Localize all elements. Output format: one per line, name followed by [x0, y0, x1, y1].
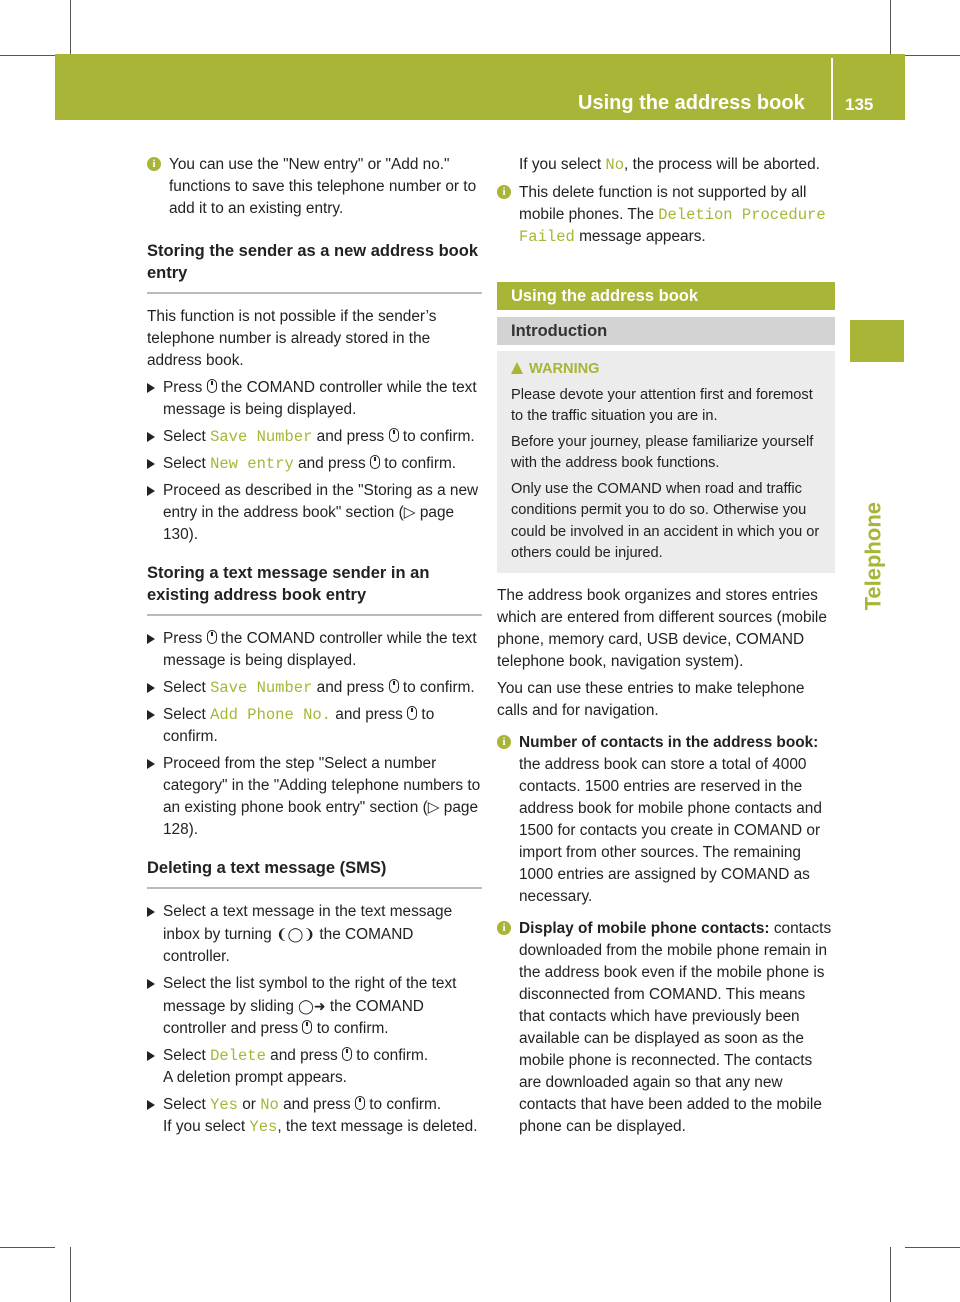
warning-icon	[511, 362, 523, 374]
section-heading: Deleting a text message (SMS)	[147, 857, 482, 889]
list-item: Select Yes or No and press to confirm. If you select Yes, the text message is deleted.	[147, 1094, 482, 1138]
section-heading: Storing the sender as a new address book entry	[147, 240, 482, 294]
warning-text: Only use the COMAND when road and traffic conditions permit you to do so. Otherwise you could be involved in an accident in which you or others could be injured.	[511, 480, 820, 561]
crop-mark	[905, 55, 960, 56]
info-icon: i	[147, 157, 161, 171]
press-controller-icon	[207, 630, 217, 644]
slide-right-controller-icon: ◯➜	[298, 998, 326, 1014]
warning-title: WARNING	[511, 359, 827, 381]
bullet-arrow-icon	[147, 459, 155, 469]
info-note: i Number of contacts in the address book: the address book can store a total of 4000 contacts. 1500 entries are reserved in the address book for mobile phone contacts and 1500 for contacts you create in COMAND or import from other sources. The remaining 1000 entries are assigned by COMAND as necessary.	[497, 732, 835, 908]
section-band: Using the address book	[497, 282, 835, 310]
info-icon: i	[497, 185, 511, 199]
press-controller-icon	[302, 1020, 312, 1034]
press-controller-icon	[407, 706, 417, 720]
paragraph: The address book organizes and stores entries which are entered from different sources (mobile phone, memory card, USB device, COMAND telephone book, navigation system).	[497, 586, 827, 670]
crop-mark	[70, 1247, 71, 1302]
bullet-arrow-icon	[147, 683, 155, 693]
bullet-arrow-icon	[147, 1051, 155, 1061]
bullet-arrow-icon	[147, 432, 155, 442]
crop-mark	[70, 0, 71, 55]
info-icon: i	[497, 735, 511, 749]
page-number: 135	[845, 95, 874, 114]
right-column	[497, 154, 835, 1138]
info-note: i You can use the "New entry" or "Add no." functions to save this telephone number or to add it to an existing entry.	[147, 154, 482, 220]
list-item: Select Add Phone No. and press to confirm.	[147, 704, 482, 748]
bullet-arrow-icon	[147, 634, 155, 644]
bullet-arrow-icon	[147, 710, 155, 720]
warning-text: Before your journey, please familiarize yourself with the address book functions.	[511, 433, 814, 471]
side-tab-label: Telephone	[860, 502, 885, 611]
paragraph: If you select No, the process will be aborted.	[519, 156, 820, 174]
bullet-arrow-icon	[147, 979, 155, 989]
list-item: Proceed as described in the "Storing as a new entry in the address book" section (▷ page 130).	[147, 480, 482, 546]
info-icon: i	[497, 921, 511, 935]
info-note: i Display of mobile phone contacts: contacts downloaded from the mobile phone remain in the address book even if the mobile phone is disconnected from COMAND. This means that contacts which have previously been available can be displayed as soon as the mobile phone is reconnected. The contacts are downloaded again so that any new contacts that have been added to the mobile phone can be displayed.	[497, 918, 835, 1138]
page-title: Using the address book	[578, 92, 805, 114]
bullet-arrow-icon	[147, 759, 155, 769]
press-controller-icon	[355, 1096, 365, 1110]
list-item: Select New entry and press to confirm.	[147, 453, 482, 475]
crop-mark	[905, 1247, 960, 1248]
press-controller-icon	[370, 455, 380, 469]
bullet-arrow-icon	[147, 1100, 155, 1110]
crop-mark	[0, 1247, 55, 1248]
section-heading: Storing a text message sender in an existing address book entry	[147, 562, 482, 616]
header-divider	[831, 58, 833, 120]
crop-mark	[890, 1247, 891, 1302]
press-controller-icon	[389, 679, 399, 693]
list-item: Select Delete and press to confirm. A deletion prompt appears.	[147, 1045, 482, 1089]
bullet-arrow-icon	[147, 383, 155, 393]
warning-box	[497, 351, 835, 573]
paragraph: This function is not possible if the sender’s telephone number is already stored in the address book.	[147, 308, 437, 369]
bullet-arrow-icon	[147, 907, 155, 917]
list-item: Select Save Number and press to confirm.	[147, 426, 482, 448]
list-item: Select a text message in the text message inbox by turning ❨◯❩ the COMAND controller.	[147, 901, 482, 968]
list-item: Press the COMAND controller while the text message is being displayed.	[147, 377, 482, 421]
warning-text: Please devote your attention first and foremost to the traffic situation you are in.	[511, 386, 813, 424]
crop-mark	[890, 0, 891, 55]
side-tab	[850, 320, 904, 362]
subsection-band: Introduction	[497, 317, 835, 345]
left-column	[147, 154, 482, 1138]
side-tab-label-wrap	[846, 372, 886, 611]
list-item: Select Save Number and press to confirm.	[147, 677, 482, 699]
info-note: i This delete function is not supported by all mobile phones. The Deletion Procedure Failed message appears.	[497, 182, 835, 248]
crop-mark	[0, 55, 55, 56]
press-controller-icon	[389, 428, 399, 442]
list-item: Press the COMAND controller while the text message is being displayed.	[147, 628, 482, 672]
list-item: Proceed from the step "Select a number category" in the "Adding telephone numbers to an existing phone book entry" section (▷ page 128).	[147, 753, 482, 841]
turn-controller-icon: ❨◯❩	[275, 926, 316, 942]
press-controller-icon	[207, 379, 217, 393]
bullet-arrow-icon	[147, 486, 155, 496]
paragraph: You can use these entries to make telephone calls and for navigation.	[497, 679, 805, 719]
press-controller-icon	[342, 1047, 352, 1061]
list-item: Select the list symbol to the right of the text message by sliding ◯➜ the COMAND controller and press to confirm.	[147, 973, 482, 1040]
